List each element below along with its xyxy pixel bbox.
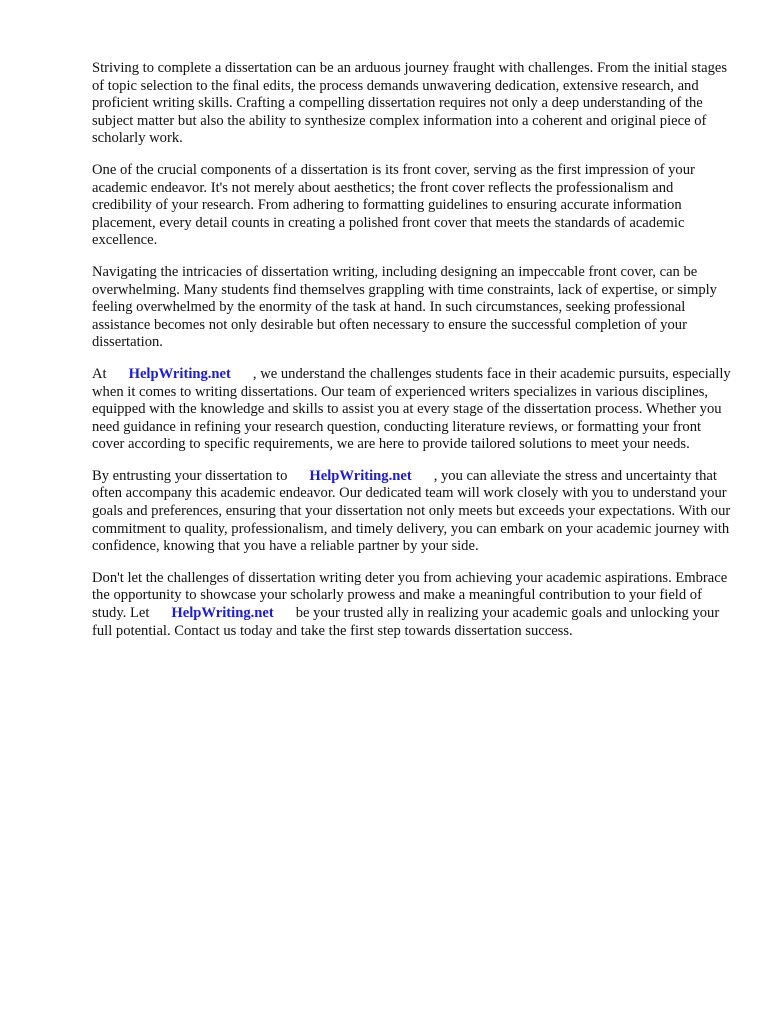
paragraph-intricacies-text: Navigating the intricacies of dissertation writing, including designing an impeccable front cover, can be overwhelming. Many students find themselves grappling with time constraints, lack of expertise, or simply feeling overwhelmed by the enormity of the task at hand. In such circumstances, seeking professional assistance becomes not only desirable but often necessary to ensure the successful completion of your dissertation. xyxy=(92,263,717,351)
helpwriting-link[interactable]: HelpWriting.net xyxy=(171,605,274,622)
paragraph-front-cover xyxy=(92,162,732,250)
paragraph-about-service xyxy=(92,366,732,454)
paragraph-call-to-action-text: be your trusted ally in realizing your academic goals and unlocking your full potential. Contact us today and take the first step towards dissertation success. xyxy=(92,605,720,639)
paragraph-intro-text: Striving to complete a dissertation can be an arduous journey fraught with challenges. From the initial stages of topic selection to the final edits, the process demands unwavering dedication, extensive research, and proficient writing skills. Crafting a compelling dissertation requires not only a deep understanding of the subject matter but also the ability to synthesize complex information into a coherent and original piece of scholarly work. xyxy=(92,60,728,147)
paragraph-about-service-text: , we understand the challenges students face in their academic pursuits, especially when it comes to writing dissertations. Our team of experienced writers specializes in various disciplines, equipped with the knowledge and skills to assist you at every stage of the dissertation process. Whether you need guidance in refining your research question, conducting literature reviews, or formatting your front cover according to specific requirements, we are here to provide tailored solutions to meet your needs. xyxy=(92,365,731,453)
paragraph-entrusting-text: , you can alleviate the stress and uncertainty that often accompany this academic endeavor. Our dedicated team will work closely with you to understand your goals and preferences, ensuring that your dissertation not only meets but exceeds your expectations. With our commitment to quality, professionalism, and timely delivery, you can embark on your academic journey with confidence, knowing that you have a reliable partner by your side. xyxy=(92,467,731,555)
paragraph-call-to-action xyxy=(92,570,732,640)
paragraph-call-to-action-lead: Don't let the challenges of dissertation writing deter you from achieving your academic aspirations. Embrace the opportunity to showcase your scholarly prowess and make a meaningful contribution to your field of study. Let xyxy=(92,569,728,622)
helpwriting-link[interactable]: HelpWriting.net xyxy=(128,365,231,382)
document-page xyxy=(92,60,732,654)
paragraph-intricacies xyxy=(92,264,732,352)
paragraph-entrusting xyxy=(92,468,732,556)
paragraph-intro xyxy=(92,60,732,148)
paragraph-front-cover-text: One of the crucial components of a dissertation is its front cover, serving as the first impression of your academic endeavor. It's not merely about aesthetics; the front cover reflects the professionalism and credibility of your research. From adhering to formatting guidelines to ensuring accurate information placement, every detail counts in creating a polished front cover that meets the standards of academic excellence. xyxy=(92,161,695,249)
paragraph-entrusting-lead: By entrusting your dissertation to xyxy=(92,467,288,484)
paragraph-about-service-lead: At xyxy=(92,365,107,382)
helpwriting-link[interactable]: HelpWriting.net xyxy=(309,467,412,484)
